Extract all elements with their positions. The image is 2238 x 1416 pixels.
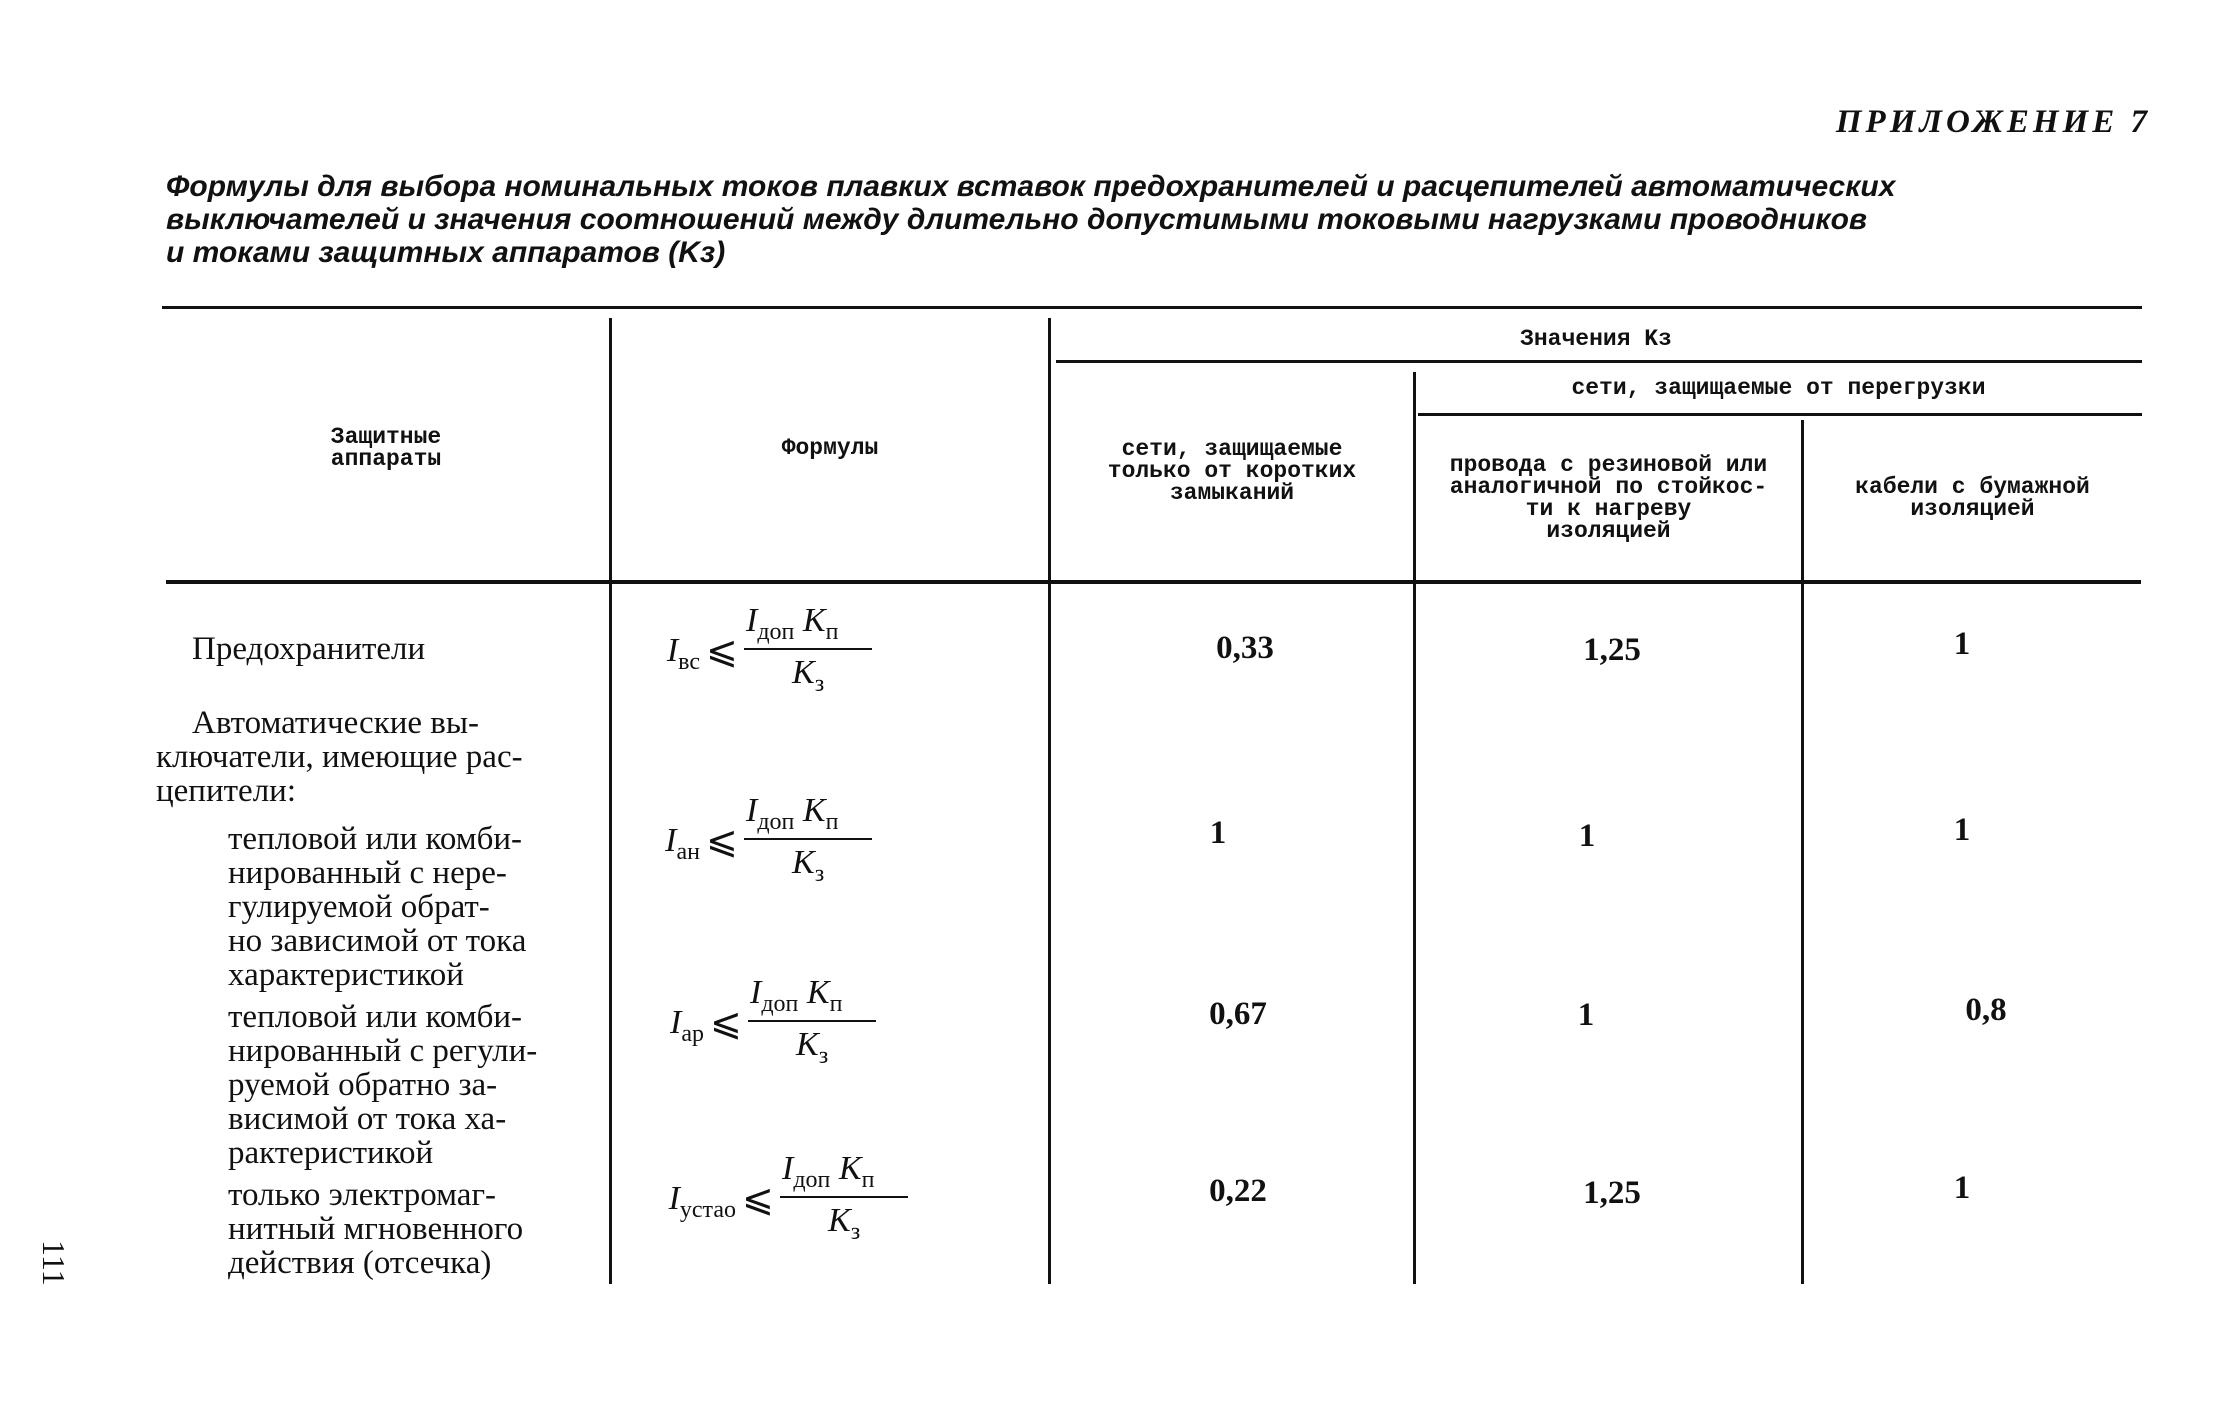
formula-thermal-adjustable xyxy=(564,974,864,1074)
formula-lhs: $I_{вс}$ xyxy=(666,632,700,675)
value-fuses-rubber: 1,25 xyxy=(1583,632,1641,668)
header-short-circuit-only: сети, защищаемые только от коротких замыканий xyxy=(1107,436,1357,506)
value-electromagnetic-short-circuit: 0,22 xyxy=(1209,1173,1267,1209)
formula-numerator: $I_{доп}$ $K_п$ xyxy=(782,1150,875,1193)
value-thermal-nonadj-paper: 1 xyxy=(1953,812,1971,848)
header-rubber-insulation: провода с резиновой или аналогичной по стойкос- ти к нагреву изоляцией xyxy=(1449,451,1768,544)
table-top-rule xyxy=(162,306,2142,309)
value-fuses-paper: 1 xyxy=(1953,626,1971,662)
value-thermal-adj-paper: 0,8 xyxy=(1965,992,2007,1028)
value-fuses-short-circuit: 0,33 xyxy=(1216,630,1274,666)
header-overload-group: сети, защищаемые от перегрузки xyxy=(1571,375,1986,401)
header-formulas: Формулы xyxy=(781,435,879,461)
value-thermal-nonadj-short-circuit: 1 xyxy=(1209,815,1227,851)
formula-numerator: $I_{доп}$ $K_п$ xyxy=(750,974,843,1017)
value-thermal-nonadj-rubber: 1 xyxy=(1578,818,1596,854)
page-number: 111 xyxy=(36,1240,72,1286)
leq-symbol: ⩽ xyxy=(710,1002,742,1044)
formula-denominator: $K_з$ xyxy=(792,844,825,887)
row-label-breakers-heading: Автоматические вы- ключатели, имеющие рас- цепители: xyxy=(156,705,523,809)
fraction-bar xyxy=(744,648,872,650)
leq-symbol: ⩽ xyxy=(706,630,738,672)
header-bottom-rule xyxy=(166,580,2141,584)
header-kz-values: Значения Kз xyxy=(1520,326,1672,352)
value-thermal-adj-rubber: 1 xyxy=(1577,997,1595,1033)
formula-numerator: $I_{доп}$ $K_п$ xyxy=(746,602,839,645)
fraction-bar xyxy=(748,1020,876,1022)
row-label-fuses: Предохранители xyxy=(192,631,426,667)
header-protective-devices: Защитные аппараты xyxy=(330,424,442,472)
formula-lhs: $I_{ар}$ xyxy=(670,1004,704,1047)
formula-thermal-nonadjustable xyxy=(560,792,860,892)
row-label-thermal-nonadjustable: тепловой или комби- нированный с нере- гулируемой обрат- но зависимой от тока характеристикой xyxy=(228,821,527,993)
value-electromagnetic-rubber: 1,25 xyxy=(1583,1175,1641,1211)
caption-line-3: и токами защитных аппаратов (Kз) xyxy=(166,236,726,269)
formula-denominator: $K_з$ xyxy=(792,654,825,697)
formula-lhs: $I_{устао}$ xyxy=(668,1180,736,1223)
fraction-bar xyxy=(744,838,872,840)
formula-denominator: $K_з$ xyxy=(828,1202,861,1245)
leq-symbol: ⩽ xyxy=(742,1178,774,1220)
header-paper-cable: кабели с бумажной изоляцией xyxy=(1855,473,2090,522)
formula-numerator: $I_{доп}$ $K_п$ xyxy=(746,792,839,835)
formula-electromagnetic xyxy=(596,1150,896,1250)
fraction-bar xyxy=(780,1196,908,1198)
formula-lhs: $I_{ан}$ xyxy=(665,822,700,865)
value-thermal-adj-short-circuit: 0,67 xyxy=(1209,996,1267,1032)
row-label-electromagnetic: только электромаг- нитный мгновенного действия (отсечка) xyxy=(228,1177,524,1281)
appendix-label: ПРИЛОЖЕНИЕ 7 xyxy=(1835,104,2151,140)
caption-line-2: выключателей и значения соотношений между длительно допустимыми токовыми нагрузками проводников xyxy=(166,203,1868,236)
value-electromagnetic-paper: 1 xyxy=(1953,1170,1971,1206)
leq-symbol: ⩽ xyxy=(706,820,738,862)
table-caption xyxy=(166,170,2156,269)
row-label-thermal-adjustable: тепловой или комби- нированный с регули- руемой обратно за- висимой от тока ха- рактеристикой xyxy=(228,999,538,1171)
formula-denominator: $K_з$ xyxy=(796,1026,829,1069)
caption-line-1: Формулы для выбора номинальных токов плавких вставок предохранителей и расцепителей автоматических xyxy=(166,170,1896,203)
formula-fuses xyxy=(560,602,860,702)
